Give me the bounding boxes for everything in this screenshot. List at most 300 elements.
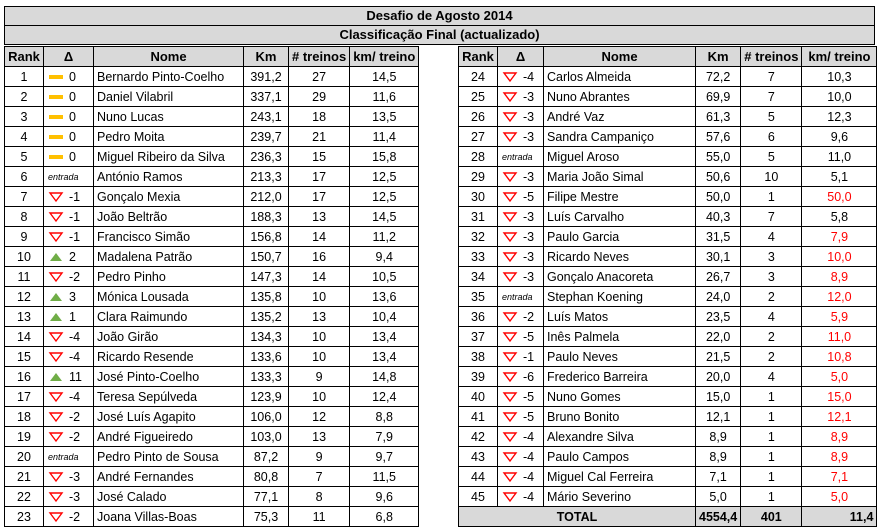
km-per-treino-cell: 50,0 bbox=[802, 187, 877, 207]
table-row bbox=[459, 367, 877, 387]
km-cell: 5,0 bbox=[696, 487, 741, 507]
name-cell: Ricardo Neves bbox=[544, 247, 696, 267]
rank-cell: 39 bbox=[459, 367, 498, 387]
delta-cell bbox=[44, 467, 94, 487]
delta-cell bbox=[44, 287, 94, 307]
delta-cell bbox=[498, 147, 544, 167]
name-cell: Paulo Garcia bbox=[544, 227, 696, 247]
name-cell: José Pinto-Coelho bbox=[94, 367, 244, 387]
table-row bbox=[5, 487, 419, 507]
delta-wrapper bbox=[48, 308, 90, 326]
km-per-treino-cell: 10,8 bbox=[802, 347, 877, 367]
delta-wrapper bbox=[502, 268, 540, 286]
delta-value: -2 bbox=[69, 409, 81, 424]
rank-cell: 13 bbox=[5, 307, 44, 327]
rank-cell: 43 bbox=[459, 447, 498, 467]
delta-wrapper bbox=[48, 268, 90, 286]
km-per-treino-cell: 13,5 bbox=[350, 107, 419, 127]
table-row bbox=[5, 207, 419, 227]
delta-wrapper bbox=[48, 228, 90, 246]
delta-cell bbox=[498, 487, 544, 507]
km-per-treino-cell: 5,8 bbox=[802, 207, 877, 227]
name-cell: Ricardo Resende bbox=[94, 347, 244, 367]
delta-value: 2 bbox=[69, 249, 76, 264]
km-cell: 20,0 bbox=[696, 367, 741, 387]
name-cell: Alexandre Silva bbox=[544, 427, 696, 447]
name-cell: António Ramos bbox=[94, 167, 244, 187]
km-per-treino-cell: 12,5 bbox=[350, 187, 419, 207]
table-row bbox=[5, 227, 419, 247]
delta-wrapper bbox=[48, 288, 90, 306]
rank-cell: 1 bbox=[5, 67, 44, 87]
delta-cell bbox=[44, 187, 94, 207]
delta-wrapper bbox=[502, 288, 540, 306]
delta-wrapper bbox=[48, 168, 90, 186]
rank-cell: 17 bbox=[5, 387, 44, 407]
delta-value: -6 bbox=[523, 369, 535, 384]
km-per-treino-cell: 12,0 bbox=[802, 287, 877, 307]
treinos-cell: 1 bbox=[741, 487, 802, 507]
delta-cell bbox=[498, 187, 544, 207]
new-entry-label: entrada bbox=[502, 151, 533, 162]
km-per-treino-cell: 15,8 bbox=[350, 147, 419, 167]
table-row bbox=[5, 387, 419, 407]
table-row bbox=[459, 487, 877, 507]
km-per-treino-cell: 9,7 bbox=[350, 447, 419, 467]
treinos-cell: 13 bbox=[289, 427, 350, 447]
table-row bbox=[5, 267, 419, 287]
rank-cell: 22 bbox=[5, 487, 44, 507]
arrow-down-icon bbox=[48, 431, 66, 443]
ranking-body-right bbox=[459, 67, 877, 507]
delta-cell bbox=[498, 387, 544, 407]
name-cell: Gonçalo Anacoreta bbox=[544, 267, 696, 287]
name-cell: Filipe Mestre bbox=[544, 187, 696, 207]
arrow-down-icon bbox=[502, 471, 520, 483]
delta-wrapper bbox=[502, 88, 540, 106]
km-cell: 156,8 bbox=[244, 227, 289, 247]
total-label: TOTAL bbox=[459, 507, 696, 527]
arrow-down-icon bbox=[502, 271, 520, 283]
rank-cell: 27 bbox=[459, 127, 498, 147]
rank-cell: 9 bbox=[5, 227, 44, 247]
rank-cell: 24 bbox=[459, 67, 498, 87]
rank-cell: 32 bbox=[459, 227, 498, 247]
treinos-cell: 7 bbox=[741, 87, 802, 107]
rank-cell: 35 bbox=[459, 287, 498, 307]
delta-cell bbox=[498, 167, 544, 187]
delta-value: 0 bbox=[69, 69, 76, 84]
arrow-down-icon bbox=[502, 491, 520, 503]
table-row bbox=[5, 187, 419, 207]
unchanged-icon bbox=[48, 91, 66, 103]
km-per-treino-cell: 11,5 bbox=[350, 467, 419, 487]
delta-value: -4 bbox=[523, 489, 535, 504]
km-cell: 147,3 bbox=[244, 267, 289, 287]
unchanged-icon bbox=[48, 71, 66, 83]
rank-cell: 37 bbox=[459, 327, 498, 347]
km-per-treino-cell: 9,6 bbox=[350, 487, 419, 507]
table-row bbox=[459, 287, 877, 307]
name-cell: Madalena Patrão bbox=[94, 247, 244, 267]
rank-cell: 6 bbox=[5, 167, 44, 187]
km-cell: 77,1 bbox=[244, 487, 289, 507]
ranking-table-left bbox=[4, 46, 419, 527]
km-cell: 72,2 bbox=[696, 67, 741, 87]
rank-cell: 44 bbox=[459, 467, 498, 487]
arrow-down-icon bbox=[502, 331, 520, 343]
name-cell: Frederico Barreira bbox=[544, 367, 696, 387]
table-row bbox=[459, 347, 877, 367]
km-cell: 87,2 bbox=[244, 447, 289, 467]
name-cell: Miguel Aroso bbox=[544, 147, 696, 167]
delta-wrapper bbox=[502, 208, 540, 226]
delta-cell bbox=[44, 247, 94, 267]
km-per-treino-cell: 5,9 bbox=[802, 307, 877, 327]
name-cell: Nuno Abrantes bbox=[544, 87, 696, 107]
treinos-cell: 4 bbox=[741, 367, 802, 387]
name-cell: Inês Palmela bbox=[544, 327, 696, 347]
ranking-body-left bbox=[5, 67, 419, 527]
treinos-cell: 1 bbox=[741, 387, 802, 407]
name-cell: João Beltrão bbox=[94, 207, 244, 227]
rank-cell: 15 bbox=[5, 347, 44, 367]
rank-cell: 31 bbox=[459, 207, 498, 227]
delta-value: -3 bbox=[523, 129, 535, 144]
total-treinos: 401 bbox=[741, 507, 802, 527]
delta-value: -5 bbox=[523, 189, 535, 204]
km-per-treino-cell: 6,8 bbox=[350, 507, 419, 527]
delta-cell bbox=[498, 87, 544, 107]
delta-wrapper bbox=[502, 388, 540, 406]
arrow-down-icon bbox=[48, 391, 66, 403]
delta-wrapper bbox=[502, 308, 540, 326]
km-per-treino-cell: 8,9 bbox=[802, 447, 877, 467]
header-km-per-treino: km/ treino bbox=[802, 47, 877, 67]
name-cell: Mário Severino bbox=[544, 487, 696, 507]
km-cell: 212,0 bbox=[244, 187, 289, 207]
header-km-per-treino: km/ treino bbox=[350, 47, 419, 67]
table-row bbox=[5, 407, 419, 427]
arrow-down-icon bbox=[502, 371, 520, 383]
name-cell: Sandra Campaniço bbox=[544, 127, 696, 147]
delta-wrapper bbox=[502, 448, 540, 466]
delta-value: -1 bbox=[69, 229, 81, 244]
name-cell: Daniel Vilabril bbox=[94, 87, 244, 107]
name-cell: Clara Raimundo bbox=[94, 307, 244, 327]
km-cell: 106,0 bbox=[244, 407, 289, 427]
rank-cell: 21 bbox=[5, 467, 44, 487]
arrow-down-icon bbox=[48, 231, 66, 243]
km-per-treino-cell: 11,4 bbox=[350, 127, 419, 147]
km-per-treino-cell: 9,6 bbox=[802, 127, 877, 147]
km-cell: 391,2 bbox=[244, 67, 289, 87]
name-cell: André Vaz bbox=[544, 107, 696, 127]
treinos-cell: 13 bbox=[289, 307, 350, 327]
ranking-table-right bbox=[458, 46, 877, 527]
rank-cell: 14 bbox=[5, 327, 44, 347]
name-cell: Pedro Moita bbox=[94, 127, 244, 147]
delta-value: -4 bbox=[69, 349, 81, 364]
treinos-cell: 5 bbox=[741, 107, 802, 127]
delta-value: -3 bbox=[523, 249, 535, 264]
km-cell: 213,3 bbox=[244, 167, 289, 187]
delta-wrapper bbox=[48, 108, 90, 126]
km-per-treino-cell: 14,8 bbox=[350, 367, 419, 387]
rank-cell: 29 bbox=[459, 167, 498, 187]
treinos-cell: 13 bbox=[289, 207, 350, 227]
sheet-title: Desafio de Agosto 2014 bbox=[4, 6, 875, 26]
delta-wrapper bbox=[48, 348, 90, 366]
name-cell: Paulo Campos bbox=[544, 447, 696, 467]
name-cell: Paulo Neves bbox=[544, 347, 696, 367]
km-cell: 24,0 bbox=[696, 287, 741, 307]
header-rank: Rank bbox=[5, 47, 44, 67]
arrow-down-icon bbox=[502, 391, 520, 403]
table-row bbox=[5, 427, 419, 447]
delta-value: -3 bbox=[523, 109, 535, 124]
km-cell: 31,5 bbox=[696, 227, 741, 247]
km-per-treino-cell: 10,5 bbox=[350, 267, 419, 287]
delta-wrapper bbox=[502, 108, 540, 126]
km-cell: 40,3 bbox=[696, 207, 741, 227]
new-entry-label: entrada bbox=[48, 451, 79, 462]
arrow-down-icon bbox=[502, 71, 520, 83]
treinos-cell: 6 bbox=[741, 127, 802, 147]
delta-value: -3 bbox=[523, 229, 535, 244]
treinos-cell: 21 bbox=[289, 127, 350, 147]
delta-cell bbox=[498, 327, 544, 347]
km-cell: 133,6 bbox=[244, 347, 289, 367]
arrow-down-icon bbox=[502, 351, 520, 363]
km-per-treino-cell: 5,1 bbox=[802, 167, 877, 187]
header-delta: Δ bbox=[44, 47, 94, 67]
delta-cell bbox=[44, 67, 94, 87]
treinos-cell: 9 bbox=[289, 367, 350, 387]
delta-value: -3 bbox=[523, 269, 535, 284]
name-cell: Bernardo Pinto-Coelho bbox=[94, 67, 244, 87]
delta-cell bbox=[44, 347, 94, 367]
sheet-subtitle: Classificação Final (actualizado) bbox=[4, 25, 875, 45]
delta-cell bbox=[498, 307, 544, 327]
delta-value: -2 bbox=[69, 429, 81, 444]
table-row bbox=[459, 107, 877, 127]
delta-cell bbox=[44, 307, 94, 327]
arrow-down-icon bbox=[48, 191, 66, 203]
delta-cell bbox=[498, 247, 544, 267]
rank-cell: 25 bbox=[459, 87, 498, 107]
rank-cell: 10 bbox=[5, 247, 44, 267]
rank-cell: 3 bbox=[5, 107, 44, 127]
table-row bbox=[5, 347, 419, 367]
km-cell: 69,9 bbox=[696, 87, 741, 107]
arrow-down-icon bbox=[502, 251, 520, 263]
table-row bbox=[5, 247, 419, 267]
name-cell: Gonçalo Mexia bbox=[94, 187, 244, 207]
km-per-treino-cell: 12,1 bbox=[802, 407, 877, 427]
delta-cell bbox=[44, 207, 94, 227]
delta-cell bbox=[44, 167, 94, 187]
name-cell: João Girão bbox=[94, 327, 244, 347]
delta-value: -4 bbox=[523, 449, 535, 464]
delta-wrapper bbox=[48, 468, 90, 486]
rank-cell: 42 bbox=[459, 427, 498, 447]
delta-wrapper bbox=[502, 148, 540, 166]
delta-value: -5 bbox=[523, 409, 535, 424]
treinos-cell: 1 bbox=[741, 427, 802, 447]
delta-cell bbox=[498, 467, 544, 487]
km-per-treino-cell: 14,5 bbox=[350, 67, 419, 87]
delta-value: -3 bbox=[69, 489, 81, 504]
delta-value: -2 bbox=[69, 269, 81, 284]
arrow-down-icon bbox=[48, 351, 66, 363]
total-km-per-treino: 11,4 bbox=[802, 507, 877, 527]
km-cell: 22,0 bbox=[696, 327, 741, 347]
treinos-cell: 10 bbox=[741, 167, 802, 187]
rank-cell: 18 bbox=[5, 407, 44, 427]
km-per-treino-cell: 9,4 bbox=[350, 247, 419, 267]
rank-cell: 2 bbox=[5, 87, 44, 107]
arrow-up-icon bbox=[48, 251, 66, 263]
delta-wrapper bbox=[502, 248, 540, 266]
delta-wrapper bbox=[48, 488, 90, 506]
treinos-cell: 17 bbox=[289, 167, 350, 187]
table-row bbox=[5, 467, 419, 487]
delta-wrapper bbox=[502, 188, 540, 206]
km-cell: 15,0 bbox=[696, 387, 741, 407]
rank-cell: 7 bbox=[5, 187, 44, 207]
delta-value: -4 bbox=[69, 329, 81, 344]
name-cell: Maria João Simal bbox=[544, 167, 696, 187]
km-per-treino-cell: 11,2 bbox=[350, 227, 419, 247]
delta-cell bbox=[498, 407, 544, 427]
delta-cell bbox=[498, 267, 544, 287]
km-per-treino-cell: 13,4 bbox=[350, 327, 419, 347]
delta-value: -4 bbox=[69, 389, 81, 404]
km-per-treino-cell: 12,3 bbox=[802, 107, 877, 127]
treinos-cell: 3 bbox=[741, 267, 802, 287]
km-per-treino-cell: 13,4 bbox=[350, 347, 419, 367]
name-cell: Luís Carvalho bbox=[544, 207, 696, 227]
treinos-cell: 14 bbox=[289, 227, 350, 247]
delta-wrapper bbox=[48, 328, 90, 346]
delta-value: -2 bbox=[69, 509, 81, 524]
rank-cell: 40 bbox=[459, 387, 498, 407]
km-cell: 26,7 bbox=[696, 267, 741, 287]
delta-wrapper bbox=[48, 388, 90, 406]
km-cell: 50,6 bbox=[696, 167, 741, 187]
header-name: Nome bbox=[94, 47, 244, 67]
delta-wrapper bbox=[48, 148, 90, 166]
rank-cell: 33 bbox=[459, 247, 498, 267]
delta-value: -3 bbox=[523, 209, 535, 224]
rank-cell: 5 bbox=[5, 147, 44, 167]
arrow-down-icon bbox=[502, 451, 520, 463]
header-km: Km bbox=[244, 47, 289, 67]
delta-wrapper bbox=[48, 448, 90, 466]
km-per-treino-cell: 13,6 bbox=[350, 287, 419, 307]
new-entry-label: entrada bbox=[48, 171, 79, 182]
km-cell: 133,3 bbox=[244, 367, 289, 387]
table-row bbox=[5, 127, 419, 147]
km-cell: 23,5 bbox=[696, 307, 741, 327]
arrow-down-icon bbox=[48, 331, 66, 343]
delta-cell bbox=[44, 487, 94, 507]
name-cell: André Fernandes bbox=[94, 467, 244, 487]
arrow-down-icon bbox=[502, 231, 520, 243]
delta-cell bbox=[44, 227, 94, 247]
treinos-cell: 29 bbox=[289, 87, 350, 107]
arrow-down-icon bbox=[48, 211, 66, 223]
table-row bbox=[5, 107, 419, 127]
delta-cell bbox=[498, 347, 544, 367]
km-cell: 123,9 bbox=[244, 387, 289, 407]
delta-value: -1 bbox=[523, 349, 535, 364]
table-row bbox=[5, 147, 419, 167]
treinos-cell: 1 bbox=[741, 467, 802, 487]
delta-value: -3 bbox=[523, 89, 535, 104]
header-treinos: # treinos bbox=[741, 47, 802, 67]
header-delta: Δ bbox=[498, 47, 544, 67]
name-cell: Francisco Simão bbox=[94, 227, 244, 247]
rank-cell: 38 bbox=[459, 347, 498, 367]
table-row bbox=[5, 87, 419, 107]
rank-cell: 26 bbox=[459, 107, 498, 127]
arrow-down-icon bbox=[48, 411, 66, 423]
arrow-down-icon bbox=[502, 411, 520, 423]
delta-wrapper bbox=[502, 348, 540, 366]
km-per-treino-cell: 10,3 bbox=[802, 67, 877, 87]
km-per-treino-cell: 8,9 bbox=[802, 427, 877, 447]
header-name: Nome bbox=[544, 47, 696, 67]
treinos-cell: 1 bbox=[741, 187, 802, 207]
table-row bbox=[5, 287, 419, 307]
delta-value: 0 bbox=[69, 109, 76, 124]
name-cell: Mónica Lousada bbox=[94, 287, 244, 307]
rank-cell: 4 bbox=[5, 127, 44, 147]
delta-wrapper bbox=[502, 428, 540, 446]
header-treinos: # treinos bbox=[289, 47, 350, 67]
treinos-cell: 7 bbox=[741, 67, 802, 87]
delta-wrapper bbox=[48, 128, 90, 146]
unchanged-icon bbox=[48, 111, 66, 123]
arrow-up-icon bbox=[48, 311, 66, 323]
delta-value: 0 bbox=[69, 129, 76, 144]
delta-value: 3 bbox=[69, 289, 76, 304]
name-cell: Carlos Almeida bbox=[544, 67, 696, 87]
rank-cell: 36 bbox=[459, 307, 498, 327]
treinos-cell: 4 bbox=[741, 307, 802, 327]
table-row bbox=[459, 207, 877, 227]
treinos-cell: 11 bbox=[289, 507, 350, 527]
delta-wrapper bbox=[502, 168, 540, 186]
delta-cell bbox=[44, 267, 94, 287]
name-cell: Nuno Gomes bbox=[544, 387, 696, 407]
delta-cell bbox=[498, 287, 544, 307]
delta-cell bbox=[44, 407, 94, 427]
delta-cell bbox=[498, 107, 544, 127]
table-row bbox=[459, 327, 877, 347]
treinos-cell: 18 bbox=[289, 107, 350, 127]
delta-cell bbox=[44, 387, 94, 407]
delta-wrapper bbox=[502, 328, 540, 346]
km-per-treino-cell: 15,0 bbox=[802, 387, 877, 407]
delta-cell bbox=[44, 147, 94, 167]
delta-wrapper bbox=[502, 128, 540, 146]
km-cell: 239,7 bbox=[244, 127, 289, 147]
delta-value: -4 bbox=[523, 69, 535, 84]
km-per-treino-cell: 12,5 bbox=[350, 167, 419, 187]
